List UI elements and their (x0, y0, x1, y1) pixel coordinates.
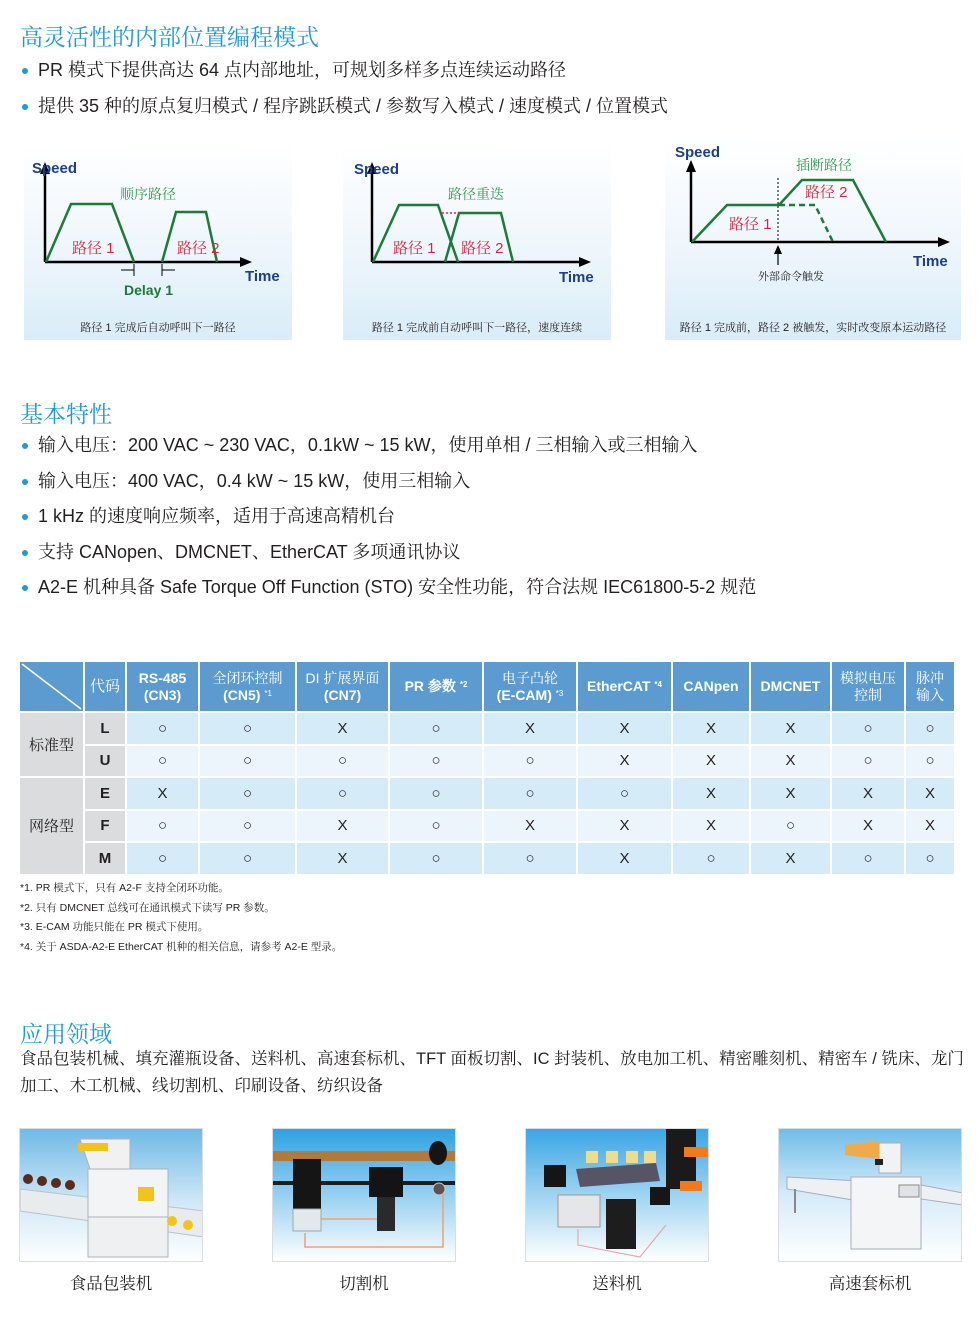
table-cell: X (297, 713, 388, 744)
header-rs485: RS-485 (CN3) (127, 662, 198, 711)
footnote: *4. 关于 ASDA-A2-E EtherCAT 机种的相关信息，请参考 A2-E 型录。 (20, 940, 343, 953)
table-cell: X (673, 811, 749, 842)
header-di-expansion: DI 扩展界面 (CN7) (297, 662, 388, 711)
cutting-machine-icon (273, 1129, 456, 1262)
table-cell: ○ (390, 811, 482, 842)
food-packaging-machine-icon (20, 1129, 203, 1262)
bullet-dot-icon (22, 550, 28, 556)
header-pulse-input: 脉冲 输入 (906, 662, 954, 711)
y-axis-label: Speed (675, 144, 721, 161)
table-cell: ○ (832, 746, 904, 777)
section-title-pr: 高灵活性的内部位置编程模式 (20, 24, 319, 50)
table-cell: ○ (484, 843, 576, 874)
table-cell: ○ (297, 746, 388, 777)
header-analog-voltage: 模拟电压 控制 (832, 662, 904, 711)
diagram-sequential-path (24, 142, 292, 340)
chart-title: 路径重迭 (448, 186, 504, 202)
diagonal-divider-icon (20, 662, 83, 711)
bullet-item: 输入电压：400 VAC，0.4 kW ~ 15 kW，使用三相输入 (20, 464, 756, 500)
model-code: U (85, 746, 125, 777)
diagram-caption: 路径 1 完成前，路径 2 被触发，实时改变原本运动路径 (679, 322, 947, 334)
table-cell: ○ (200, 811, 295, 842)
model-code: F (85, 811, 125, 842)
path2-label: 路径 2 (177, 240, 220, 257)
table-cell: ○ (127, 811, 198, 842)
app-label-labeling-machine: 高速套标机 (828, 1275, 912, 1293)
model-code: M (85, 843, 125, 874)
table-cell: ○ (390, 713, 482, 744)
footnote: *2. 只有 DMCNET 总线可在通讯模式下读写 PR 参数。 (20, 901, 275, 914)
header-code: 代码 (85, 662, 125, 711)
table-cell: ○ (484, 746, 576, 777)
table-cell: X (297, 811, 388, 842)
bullet-dot-icon (22, 514, 28, 520)
bullet-dot-icon (22, 104, 28, 110)
table-cell: ○ (906, 746, 954, 777)
table-cell: X (906, 778, 954, 809)
labeling-machine-icon (779, 1129, 962, 1262)
table-cell: ○ (127, 746, 198, 777)
table-cell: ○ (832, 713, 904, 744)
table-cell: X (751, 713, 830, 744)
path2-label: 路径 2 (805, 184, 848, 201)
footnote: *1. PR 模式下，只有 A2-F 支持全闭环功能。 (20, 882, 229, 894)
table-cell: ○ (200, 713, 295, 744)
table-cell: ○ (390, 778, 482, 809)
table-cell: ○ (127, 843, 198, 874)
feeder-machine-icon (526, 1129, 709, 1262)
path2-label: 路径 2 (461, 240, 504, 257)
y-axis-label: Speed (32, 160, 78, 177)
table-header-row (20, 662, 954, 711)
header-ethercat: EtherCAT $^{*4}$ (578, 662, 671, 711)
path1-label: 路径 1 (393, 240, 436, 257)
table-cell: X (127, 778, 198, 809)
table-row (20, 746, 954, 777)
table-cell: ○ (751, 811, 830, 842)
bullet-item: PR 模式下提供高达 64 点内部地址，可规划多样多点连续运动路径 (20, 53, 668, 89)
bullet-dot-icon (22, 443, 28, 449)
applications-text: 食品包装机械、填充灌瓶设备、送料机、高速套标机、TFT 面板切割、IC 封装机、放电加工机、精密雕刻机、精密车 / 铣床、龙门加工、木工机械、线切割机、印刷设备、纺织设备 (20, 1050, 964, 1095)
diagram-overlap-path (343, 142, 611, 340)
table-cell: X (673, 778, 749, 809)
group-standard: 标准型 (20, 713, 83, 776)
pr-bullet-list (20, 53, 668, 124)
chart-title: 顺序路径 (120, 186, 176, 202)
model-code: E (85, 778, 125, 809)
header-corner-cell (20, 662, 83, 711)
table-cell: X (751, 843, 830, 874)
header-pr-param: PR 参数 $^{*2}$ (390, 662, 482, 711)
table-cell: ○ (297, 778, 388, 809)
delay-label: Delay 1 (124, 282, 174, 298)
table-cell: X (832, 811, 904, 842)
table-cell: X (906, 811, 954, 842)
table-cell: ○ (906, 843, 954, 874)
header-ecam: 电子凸轮 (E-CAM) $^{*3}$ (484, 662, 576, 711)
app-label-feeder: 送料机 (592, 1275, 642, 1293)
table-cell: ○ (390, 746, 482, 777)
app-label-food-packaging: 食品包装机 (69, 1275, 153, 1293)
table-cell: ○ (200, 746, 295, 777)
table-row (20, 811, 954, 842)
bullet-dot-icon (22, 68, 28, 74)
table-cell: ○ (673, 843, 749, 874)
path1-label: 路径 1 (72, 240, 115, 257)
section-title-apps: 应用领域 (20, 1021, 112, 1047)
header-full-closed-loop: 全闭环控制 (CN5) $^{*1}$ (200, 662, 295, 711)
bullet-item: 支持 CANopen、DMCNET、EtherCAT 多项通讯协议 (20, 535, 756, 571)
table-cell: X (578, 811, 671, 842)
x-axis-label: Time (913, 253, 948, 270)
bullet-item: 输入电压：200 VAC ~ 230 VAC，0.1kW ~ 15 kW，使用单相 / 三相输入或三相输入 (20, 428, 756, 464)
table-cell: ○ (578, 778, 671, 809)
model-feature-table (18, 660, 956, 876)
bullet-dot-icon (22, 585, 28, 591)
bullet-dot-icon (22, 479, 28, 485)
table-cell: X (751, 778, 830, 809)
header-canopen: CANpen (673, 662, 749, 711)
table-cell: ○ (484, 778, 576, 809)
model-code: L (85, 713, 125, 744)
table-cell: X (673, 713, 749, 744)
header-dmcnet: DMCNET (751, 662, 830, 711)
table-cell: X (673, 746, 749, 777)
y-axis-label: Speed (354, 161, 400, 178)
x-axis-label: Time (245, 268, 280, 285)
table-cell: ○ (200, 778, 295, 809)
table-row (20, 843, 954, 874)
table-cell: X (578, 713, 671, 744)
table-cell: ○ (127, 713, 198, 744)
x-axis-label: Time (559, 269, 594, 286)
trigger-label: 外部命令触发 (758, 271, 824, 283)
table-cell: ○ (832, 843, 904, 874)
diagram-caption: 路径 1 完成后自动呼叫下一路径 (80, 322, 236, 334)
table-cell: X (751, 746, 830, 777)
path1-label: 路径 1 (729, 216, 772, 233)
footnote: *3. E-CAM 功能只能在 PR 模式下使用。 (20, 921, 209, 933)
table-row (20, 778, 954, 809)
table-cell: ○ (200, 843, 295, 874)
table-cell: X (832, 778, 904, 809)
table-cell: X (578, 746, 671, 777)
diagram-caption: 路径 1 完成前自动呼叫下一路径，速度连续 (371, 322, 583, 334)
table-cell: X (484, 713, 576, 744)
bullet-item: A2-E 机种具备 Safe Torque Off Function (STO) 安全性功能，符合法规 IEC61800-5-2 规范 (20, 570, 756, 606)
bullet-item: 提供 35 种的原点复归模式 / 程序跳跃模式 / 参数写入模式 / 速度模式 / 位置模式 (20, 89, 668, 125)
section-title-basic: 基本特性 (20, 401, 112, 427)
table-cell: X (484, 811, 576, 842)
table-cell: X (297, 843, 388, 874)
group-network: 网络型 (20, 778, 83, 874)
table-footnotes (20, 879, 342, 957)
table-cell: ○ (906, 713, 954, 744)
diagram-interrupt-path (665, 138, 961, 340)
app-label-cutting-machine: 切割机 (339, 1275, 389, 1293)
basic-bullet-list (20, 428, 756, 606)
table-cell: X (578, 843, 671, 874)
table-cell: ○ (390, 843, 482, 874)
table-row (20, 713, 954, 744)
chart-title: 插断路径 (796, 157, 852, 173)
bullet-item: 1 kHz 的速度响应频率，适用于高速高精机台 (20, 499, 756, 535)
